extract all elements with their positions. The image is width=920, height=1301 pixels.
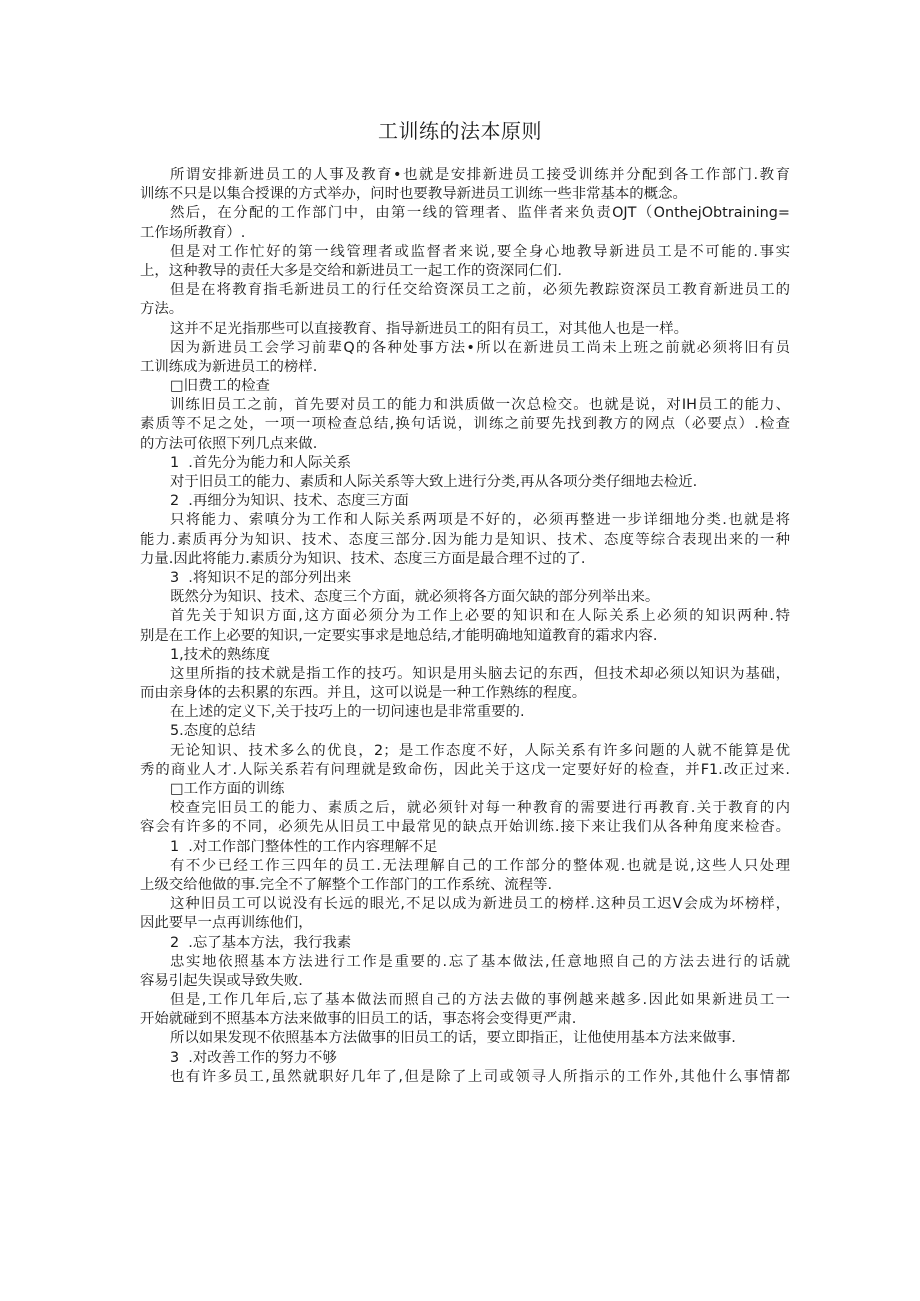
text-line: 这里所指的技术就是指工作的技巧。知识是用头脑去记的东西，但技术却必须以知识为基础， — [170, 665, 790, 682]
text-line: 但是,工作几年后,忘了基本做法而照自己的方法去做的事例越来越多.因此如果新进员工一 — [170, 992, 790, 1009]
text-line: □旧费工的检查 — [170, 378, 270, 395]
text-line: 1 .对工作部门整体性的工作内容理解不足 — [170, 838, 438, 855]
text-line: 训练不只是以集合授课的方式举办，问时也要教导新进员工训练一些非常基本的概念。 — [140, 186, 687, 203]
text-line: 力量.因此将能力.素质分为知识、技术、态度三方面是最合理不过的了. — [140, 550, 586, 567]
text-line: 的方法可依照下列几点来做. — [140, 435, 318, 452]
text-line: 首先关于知识方面,这方面必须分为工作上必要的知识和在人际关系上必须的知识两种.特 — [170, 608, 790, 625]
text-line: 容会有许多的不同，必须先从旧员工中最常见的缺点开始训练.接下来让我们从各种角度来检杳。 — [140, 819, 790, 836]
text-line: 但是对工作忙好的第一线管理者或监督者来说,要全身心地教导新进员工是不可能的.事实 — [170, 243, 790, 260]
text-line: 所以如果发现不依照基本方法做事的旧员工的话，要立即指正，让他使用基本方法来做事. — [170, 1030, 736, 1047]
text-line: 2 .再细分为知识、技术、态度三方面 — [170, 493, 409, 510]
text-line: 方法。 — [140, 301, 184, 318]
text-line: 秀的商业人才.人际关系若有问理就是致命伤，因此关于这戊一定要好好的检查，并F1.改正过来. — [140, 761, 790, 778]
text-line: 忠实地依照基本方法进行工作是重要的.忘了基本做法,任意地照自己的方法去进行的话就 — [170, 953, 790, 970]
text-line: 3 .对改善工作的努力不够 — [170, 1049, 337, 1066]
text-line: 容易引起失误或导致失败. — [140, 972, 303, 989]
text-line: 这种旧员工可以说没有长远的眼光,不足以成为新进员工的榜样.这种员工迟V会成为坏榜样， — [170, 896, 790, 913]
text-line: 有不少已经工作三四年的员工.无法理解自己的工作部分的整体观.也就是说,这些人只处理 — [170, 857, 790, 874]
text-line: 2 .忘了基本方法，我行我素 — [170, 934, 352, 951]
document-body — [140, 166, 790, 1087]
text-line: 5.态度的总结 — [170, 723, 256, 740]
text-line: 上，这种教导的责任大多是交给和新进员工一起工作的资深同仁们. — [140, 262, 562, 279]
text-line: 既然分为知识、技术、态度三个方面，就必须将各方面欠缺的部分列举出来。 — [170, 589, 660, 606]
text-line: 能力.素质再分为知识、技术、态度三部分.因为能力是知识、技术、态度等综合表现出来的一种 — [140, 531, 790, 548]
text-line: 开始就碰到不照基本方法来做事的旧员工的话，事态将会变得更严肃. — [140, 1011, 577, 1028]
text-line: 因为新进员工会学习前辈Q的各种处事方法•所以在新进员工尚未上班之前就必须将旧有员 — [170, 339, 790, 356]
text-line: 这并不足光指那些可以直接教育、指导新进员工的阳有员工，对其他人也是一样。 — [170, 320, 689, 337]
text-line: 在上述的定义下,关于技巧上的一切问速也是非常重要的. — [170, 704, 525, 721]
text-line: 训练旧员工之前，首先要对员工的能力和洪质做一次总检交。也就是说，对IH员工的能力、 — [170, 397, 790, 414]
text-line: 但是在将教育指毛新进员工的行任交给资深员工之前，必须先教踪资深员工教育新进员工的 — [170, 282, 790, 299]
text-line: 上级交给他做的事.完全不了解整个工作部门的工作系统、流程等. — [140, 876, 553, 893]
text-line: 所谓安排新进员工的人事及教育•也就是安排新进员工接受训练并分配到各工作部门.教育 — [170, 167, 790, 183]
text-line: 工训练成为新进员工的榜样. — [140, 358, 318, 375]
text-line: 无论知识、技术多么的优良，2；是工作态度不好，人际关系有许多问题的人就不能算是优 — [170, 742, 790, 759]
text-line: 因此要早一点再训练他们， — [140, 915, 313, 932]
text-line: 1,技术的熟练度 — [170, 646, 271, 663]
text-line: □工作方面的训练 — [170, 781, 285, 797]
text-line: 校查完旧员工的能力、素质之后，就必须针对每一种教育的需要进行再教育.关于教育的内 — [170, 800, 790, 817]
text-line: 工作场所教育）. — [140, 224, 246, 241]
text-line: 也有许多员工,虽然就职好几年了,但是除了上司或领寻人所指示的工作外,其他什么事情都 — [170, 1068, 790, 1085]
text-line: 别是在工作上必要的知识,一定要实事求是地总结,才能明确地知道教育的霜求内容. — [140, 627, 658, 644]
text-line: 1 .首先分为能力和人际关系 — [170, 454, 352, 471]
text-line: 只将能力、索嗔分为工作和人际关系两项是不好的，必须再整进一步详细地分类.也就是将 — [170, 512, 790, 529]
page-title: 工训练的法本原则 — [378, 119, 542, 143]
text-line: 素质等不足之处，一项一项检查总结,换句话说，训练之前要先找到教方的网点（必要点）.检查 — [140, 416, 790, 433]
text-line: 3 .将知识不足的部分列出来 — [170, 569, 352, 586]
text-line: 然后，在分配的工作部门中，由第一线的管理者、监伴者来负责OJT（OnthejObtraining= — [170, 205, 790, 222]
text-line: 对于旧员工的能力、素质和人际关系等大致上进行分类,再从各项分类仔细地去检近. — [170, 474, 698, 490]
text-line: 而由亲身体的去积累的东西。并且，这可以说是一种工作熟练的程度。 — [140, 685, 587, 702]
